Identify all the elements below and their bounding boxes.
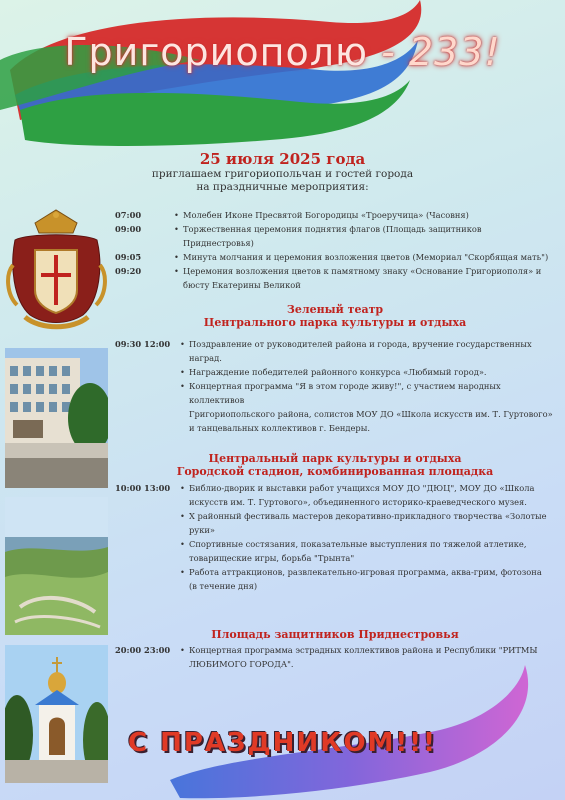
section-title-green-theatre: Зеленый театр Центрального парка культуры и отдыха <box>203 303 467 329</box>
schedule-row: 09:20 • Церемония возложения цветов к памятному знаку «Основание Григориополя» и <box>115 264 555 278</box>
schedule-row: 09:05 • Минута молчания и церемония возложения цветов (Мемориал "Скорбящая мать") <box>115 250 555 264</box>
administration-building-image <box>5 348 108 488</box>
section1-schedule: 09:30 12:00 • Поздравление от руководителей района и города, вручение государственных наград. • Награждение победителей районного конкурса «Любимый город». • Концертная программа "Я в этом городе живу!", с участием народных коллективов Григориопольского района, солистов МОУ ДО «Школа искусств им. Т. Гуртового» и танцевальных коллективов г. Бендеры. <box>115 337 555 435</box>
section-title-defenders-square: Площадь защитников Приднестровья <box>211 628 459 641</box>
coat-of-arms-image <box>5 205 108 333</box>
section2-schedule: 10:00 13:00 • Библио-дворик и выставки работ учащихся МОУ ДО "ДЮЦ", МОУ ДО «Школа искусств им. Т. Гуртового», объединенного историко-краеведческого музея. • X районный фестиваль мастеров декоративно-прикладного творчества «Золотые руки» • Спортивные состязания, показательные выступления по тяжелой атлетике, товарищеские игры, борьба "Трынта" • Работа аттракционов, развлекательно-игровая программа, аква-грим, фотозона (в течение дня) <box>115 481 555 593</box>
morning-schedule <box>115 208 555 292</box>
page-title: Григориополю - 233! <box>64 30 501 74</box>
event-date: 25 июля 2025 года <box>199 150 366 168</box>
schedule-row: 07:00 • Молебен Иконе Пресвятой Богородицы «Троеручица» (Часовня) <box>115 208 555 222</box>
section-title-park-stadium: Центральный парк культуры и отдыха Городской стадион, комбинированная площадка <box>176 452 494 478</box>
schedule-row: 09:00 • Торжественная церемония поднятия флагов (Площадь защитников Приднестровья) <box>115 222 555 250</box>
flag-brushstroke <box>0 0 565 150</box>
schedule-row: бюсту Екатерины Великой <box>183 280 301 290</box>
section3-schedule: 20:00 23:00 • Концертная программа эстрадных коллективов района и Республики "РИТМЫ ЛЮБИМОГО ГОРОДА". <box>115 643 555 671</box>
holiday-greeting: С ПРАЗДНИКОМ!!! <box>127 728 438 758</box>
river-landscape-image <box>5 497 108 635</box>
invitation-text: приглашаем григориопольчан и гостей города на праздничные мероприятия: <box>151 168 414 193</box>
